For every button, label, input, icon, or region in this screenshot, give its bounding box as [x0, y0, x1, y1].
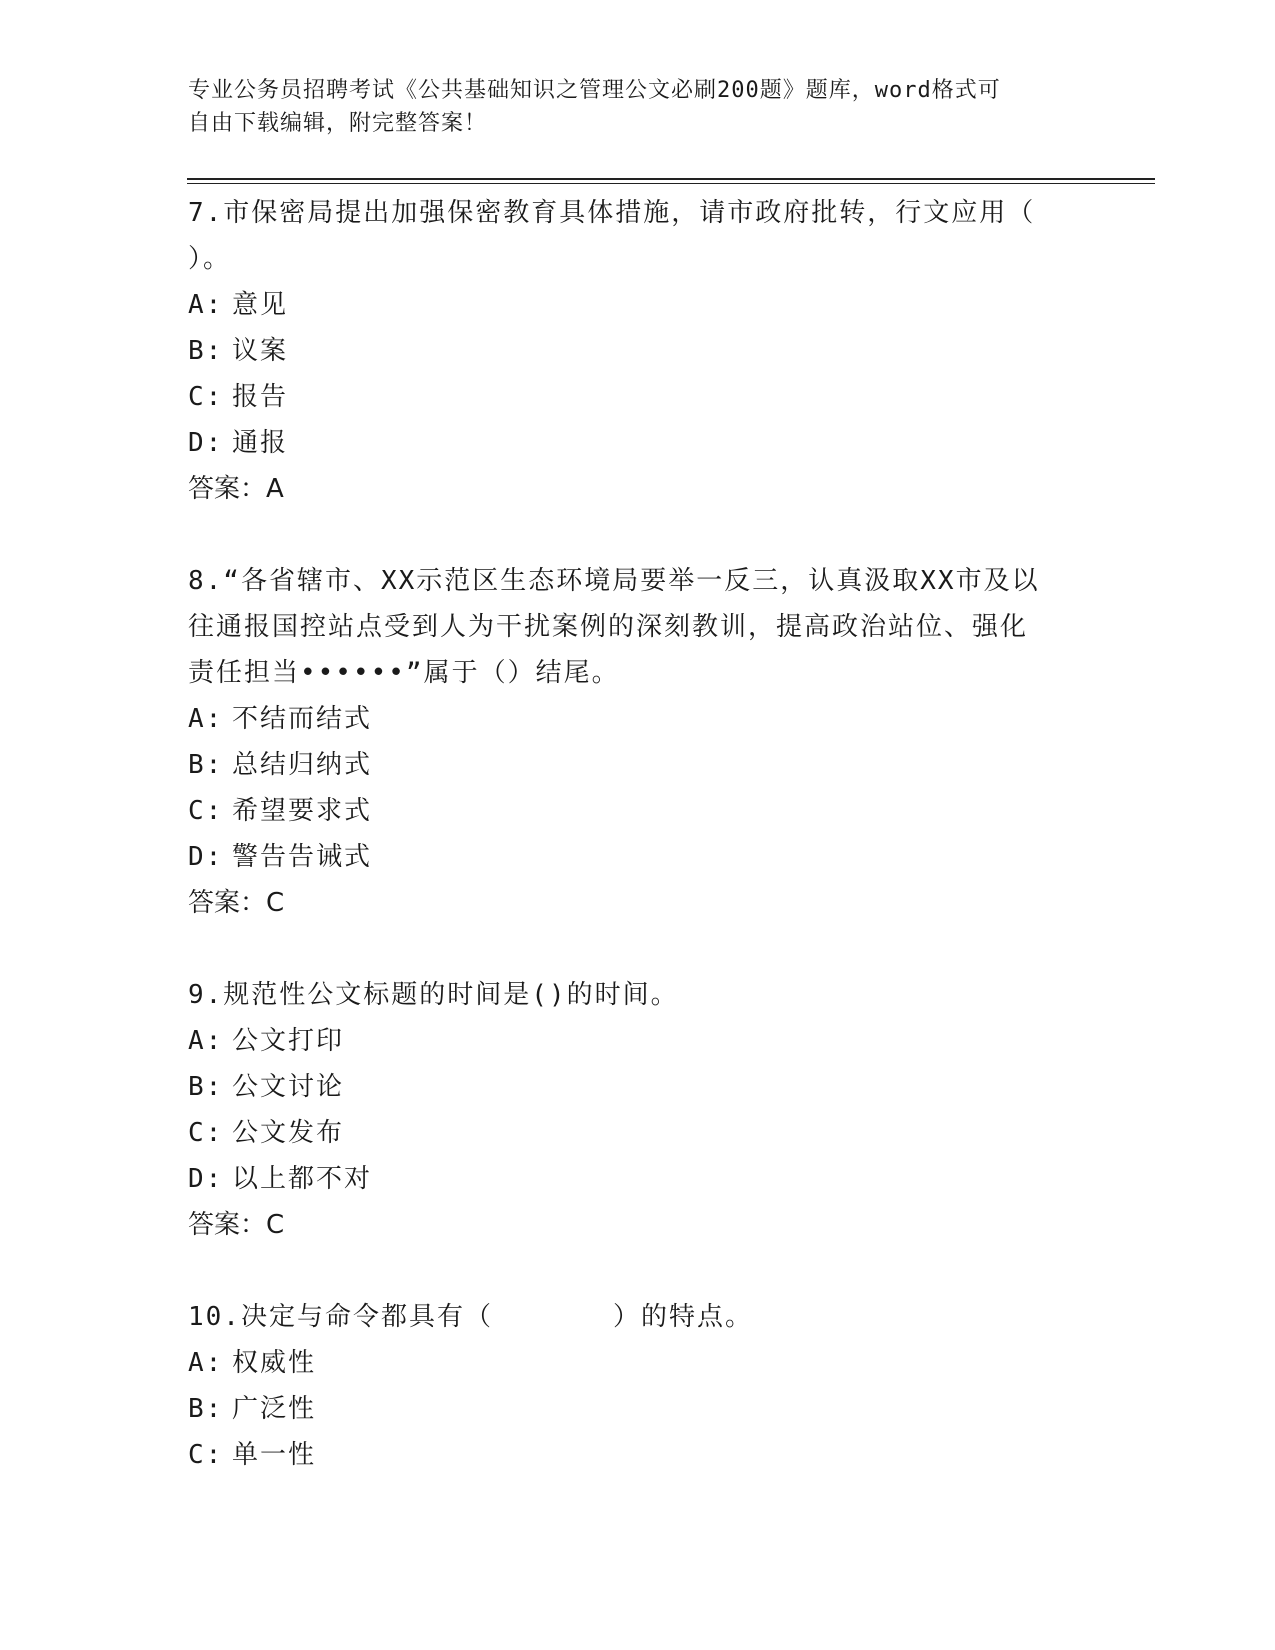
question-7-option-d [188, 420, 1088, 466]
option-label: C: [188, 796, 224, 826]
question-10 [188, 1294, 1088, 1478]
option-label: D: [188, 842, 224, 872]
question-10-stem-before: 10.决定与命令都具有（ [188, 1302, 493, 1332]
question-8-answer: 答案：C [188, 888, 285, 918]
question-list [188, 190, 1088, 1478]
question-7-stem-line-2: ）。 [188, 244, 232, 274]
option-text: 议案 [232, 336, 289, 366]
question-8-option-d [188, 834, 1088, 880]
question-10-option-c [188, 1432, 1088, 1478]
header-line-1: 专业公务员招聘考试《公共基础知识之管理公文必刷200题》题库，word格式可 [188, 78, 1001, 103]
question-7 [188, 190, 1088, 512]
option-text: 不结而结式 [232, 704, 373, 734]
header-line-2: 自由下载编辑，附完整答案！ [188, 111, 488, 136]
question-9-stem-line-1: 9.规范性公文标题的时间是()的时间。 [188, 980, 679, 1010]
option-label: D: [188, 428, 224, 458]
question-10-option-a [188, 1340, 1088, 1386]
option-text: 警告告诫式 [232, 842, 373, 872]
question-7-answer: 答案：A [188, 474, 284, 504]
header-divider-thin [187, 183, 1155, 184]
question-9-answer: 答案：C [188, 1210, 285, 1240]
question-7-option-c [188, 374, 1088, 420]
option-label: B: [188, 336, 224, 366]
option-text: 广泛性 [232, 1394, 317, 1424]
question-9-option-a [188, 1018, 1088, 1064]
option-label: A: [188, 290, 224, 320]
question-7-option-b [188, 328, 1088, 374]
question-10-stem-after: ）的特点。 [612, 1302, 753, 1332]
option-text: 以上都不对 [232, 1164, 373, 1194]
question-8-stem-line-2: 往通报国控站点受到人为干扰案例的深刻教训，提高政治站位、强化 [188, 612, 1029, 642]
option-text: 总结归纳式 [232, 750, 373, 780]
question-9-option-d [188, 1156, 1088, 1202]
option-text: 希望要求式 [232, 796, 373, 826]
question-9-option-c [188, 1110, 1088, 1156]
question-8-stem-line-3: 责任担当••••••”属于（）结尾。 [188, 658, 620, 688]
option-text: 权威性 [232, 1348, 317, 1378]
document-header [188, 74, 1088, 140]
option-label: C: [188, 1118, 224, 1148]
option-label: A: [188, 1026, 224, 1056]
header-divider-thick [187, 178, 1155, 180]
option-text: 单一性 [232, 1440, 317, 1470]
question-8-option-b [188, 742, 1088, 788]
option-label: A: [188, 704, 224, 734]
question-8-option-c [188, 788, 1088, 834]
option-text: 意见 [232, 290, 289, 320]
option-label: B: [188, 1394, 224, 1424]
question-9-option-b [188, 1064, 1088, 1110]
option-label: C: [188, 1440, 224, 1470]
option-label: D: [188, 1164, 224, 1194]
question-10-stem [188, 1294, 1088, 1340]
question-7-option-a [188, 282, 1088, 328]
option-label: A: [188, 1348, 224, 1378]
question-9 [188, 972, 1088, 1248]
option-label: B: [188, 1072, 224, 1102]
question-8-stem-line-1: 8.“各省辖市、XX示范区生态环境局要举一反三，认真汲取XX市及以 [188, 566, 1040, 596]
option-text: 公文发布 [232, 1118, 345, 1148]
option-label: B: [188, 750, 224, 780]
option-text: 报告 [232, 382, 289, 412]
question-8-option-a [188, 696, 1088, 742]
question-8 [188, 558, 1088, 926]
option-text: 公文打印 [232, 1026, 345, 1056]
option-label: C: [188, 382, 224, 412]
question-7-stem-line-1: 7.市保密局提出加强保密教育具体措施，请市政府批转，行文应用（ [188, 198, 1036, 228]
option-text: 通报 [232, 428, 289, 458]
question-10-option-b [188, 1386, 1088, 1432]
option-text: 公文讨论 [232, 1072, 345, 1102]
